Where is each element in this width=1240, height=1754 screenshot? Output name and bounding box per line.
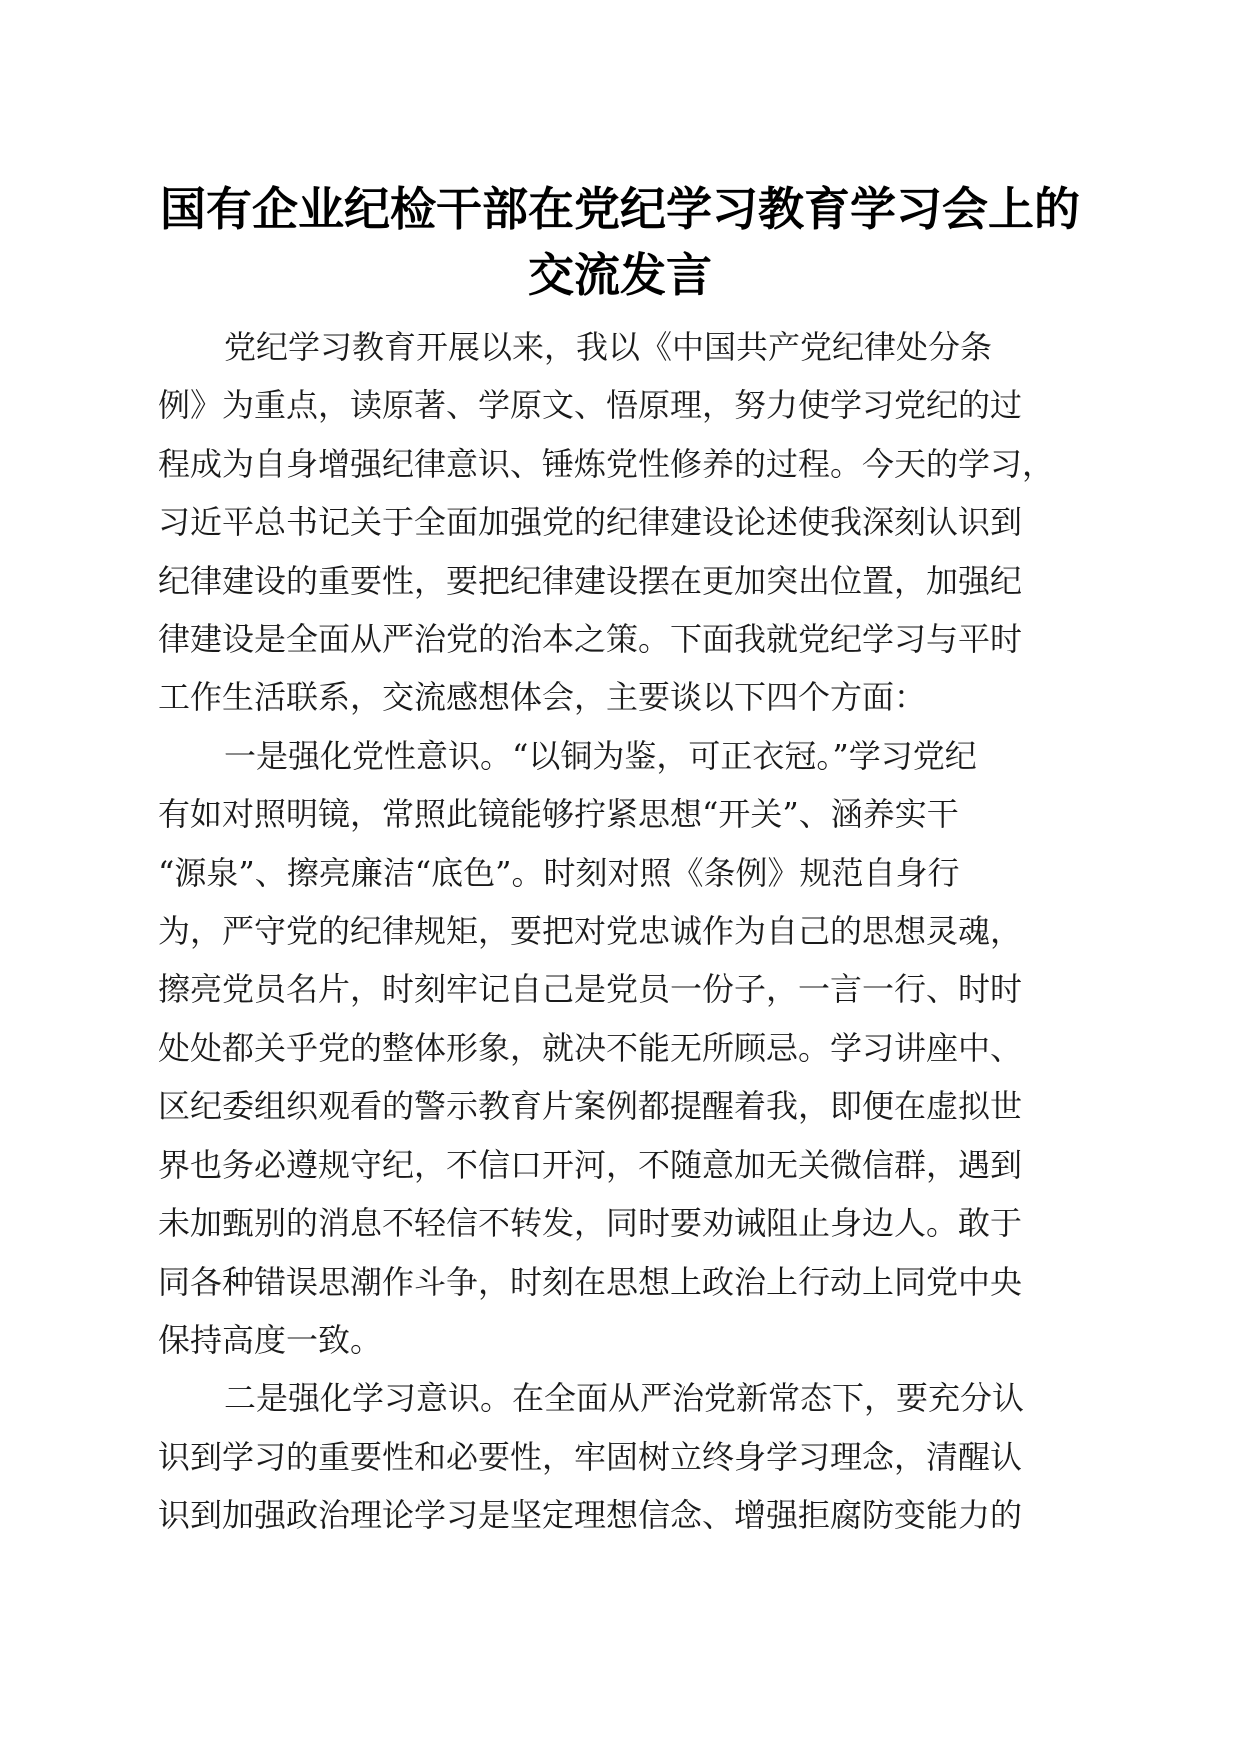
- text-line: 党纪学习教育开展以来，我以《中国共产党纪律处分条: [224, 328, 993, 366]
- text-line: 一是强化党性意识。“以铜为鉴，可正衣冠。”学习党纪: [224, 736, 977, 775]
- text-line: 界也务必遵规守纪，不信口开河，不随意加无关微信群，遇到: [158, 1145, 1023, 1184]
- text-line: 二是强化学习意识。在全面从严治党新常态下，要充分认: [224, 1379, 1025, 1418]
- text-line: 律建设是全面从严治党的治本之策。下面我就党纪学习与平时: [158, 620, 1023, 659]
- text-line: 程成为自身增强纪律意识、锤炼党性修养的过程。今天的学习，: [158, 444, 1055, 483]
- text-line: 区纪委组织观看的警示教育片案例都提醒着我，即便在虚拟世: [158, 1087, 1023, 1126]
- document-body: [158, 318, 1088, 1545]
- text-line: 未加甄别的消息不轻信不转发，同时要劝诫阻止身边人。敢于: [158, 1204, 1023, 1243]
- text-line: 为，严守党的纪律规矩，要把对党忠诚作为自己的思想灵魂，: [158, 912, 1023, 951]
- text-line: 纪律建设的重要性，要把纪律建设摆在更加突出位置，加强纪: [158, 561, 1023, 600]
- text-line: 识到学习的重要性和必要性，牢固树立终身学习理念，清醒认: [158, 1437, 1023, 1476]
- text-line: 工作生活联系，交流感想体会，主要谈以下四个方面：: [158, 678, 927, 717]
- text-line: 擦亮党员名片，时刻牢记自己是党员一份子，一言一行、时时: [158, 970, 1023, 1009]
- text-line: 习近平总书记关于全面加强党的纪律建设论述使我深刻认识到: [158, 503, 1023, 542]
- text-line: 识到加强政治理论学习是坚定理想信念、增强拒腐防变能力的: [158, 1496, 1023, 1535]
- title-line: 国有企业纪检干部在党纪学习教育学习会上的: [160, 182, 1080, 236]
- text-line: 处处都关乎党的整体形象，就决不能无所顾忌。学习讲座中、: [158, 1028, 1023, 1067]
- text-line: 有如对照明镜，常照此镜能够拧紧思想“开关”、涵养实干: [158, 795, 959, 834]
- text-line: 保持高度一致。: [158, 1320, 383, 1359]
- title-line: 交流发言: [528, 248, 712, 302]
- paragraph-party-spirit: [158, 727, 1088, 1369]
- paragraph-intro: [158, 318, 1088, 727]
- document-title: [140, 176, 1100, 308]
- text-line: 同各种错误思潮作斗争，时刻在思想上政治上行动上同党中央: [158, 1262, 1023, 1301]
- text-line: “源泉”、擦亮廉洁“底色”。时刻对照《条例》规范自身行: [158, 853, 960, 892]
- text-line: 例》为重点，读原著、学原文、悟原理，努力使学习党纪的过: [158, 386, 1023, 425]
- paragraph-learning: [158, 1369, 1088, 1544]
